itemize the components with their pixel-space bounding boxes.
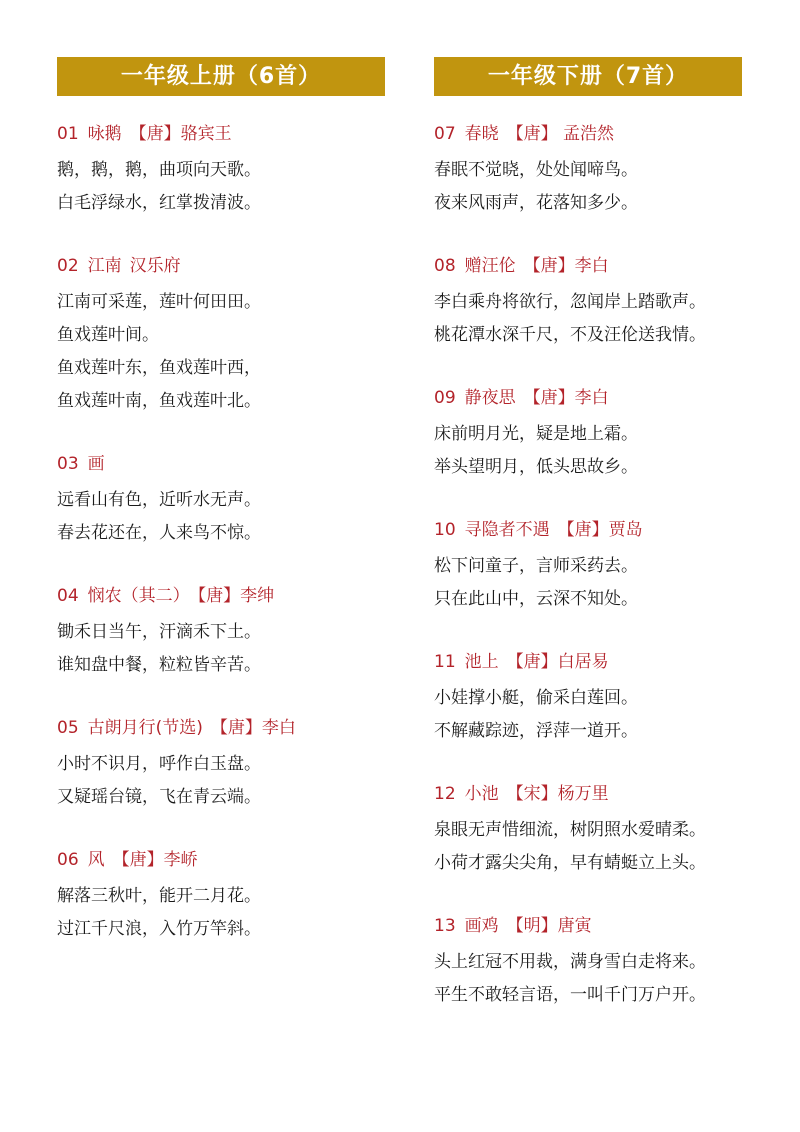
poem-name: 静夜思 xyxy=(464,388,516,408)
poem-number: 10 xyxy=(434,520,456,540)
section-header: 一年级下册（7首） xyxy=(434,57,742,96)
poem xyxy=(57,585,385,682)
poem-line: 小荷才露尖尖角，早有蜻蜓立上头。 xyxy=(434,853,706,873)
poem-number: 04 xyxy=(57,586,79,606)
poem-title xyxy=(434,915,742,937)
poem-line: 平生不敢轻言语，一叫千门万户开。 xyxy=(434,985,706,1005)
poem-title xyxy=(57,453,385,475)
poem-number: 08 xyxy=(434,256,456,276)
poem-name: 风 xyxy=(87,850,105,870)
poem-line: 春眠不觉晓，处处闻啼鸟。 xyxy=(434,160,638,180)
poem xyxy=(434,519,742,616)
poem-line: 白毛浮绿水，红掌拨清波。 xyxy=(57,193,261,213)
poem-name: 悯农（其二） xyxy=(87,586,190,606)
poem-number: 03 xyxy=(57,454,79,474)
poem-number: 02 xyxy=(57,256,79,276)
poem-name: 寻隐者不遇 xyxy=(464,520,550,540)
poem-author: 汉乐府 xyxy=(129,256,181,276)
poem-name: 画 xyxy=(87,454,105,474)
poem-line: 举头望明月，低头思故乡。 xyxy=(434,457,638,477)
poem-line: 不解藏踪迹，浮萍一道开。 xyxy=(434,721,638,741)
poem-line: 解落三秋叶，能开二月花。 xyxy=(57,886,261,906)
poem-line: 头上红冠不用裁，满身雪白走将来。 xyxy=(434,952,706,972)
poem-number: 13 xyxy=(434,916,456,936)
poem xyxy=(434,651,742,748)
poem-line: 李白乘舟将欲行，忽闻岸上踏歌声。 xyxy=(434,292,706,312)
poem-author: 【唐】贾岛 xyxy=(557,520,643,540)
poem-line: 小时不识月，呼作白玉盘。 xyxy=(57,754,261,774)
section-header: 一年级上册（6首） xyxy=(57,57,385,96)
poem-author: 【宋】杨万里 xyxy=(506,784,609,804)
poem xyxy=(434,915,742,1012)
poem-line: 鱼戏莲叶东，鱼戏莲叶西， xyxy=(57,358,261,378)
poem-author: 【唐】李白 xyxy=(523,256,609,276)
poem-author: 【唐】李绅 xyxy=(197,586,275,606)
poem xyxy=(57,453,385,550)
poem-author: 【唐】骆宾王 xyxy=(129,124,232,144)
poem-author: 【唐】 孟浩然 xyxy=(506,124,615,144)
poem-number: 05 xyxy=(57,718,79,738)
poem-author: 【唐】李白 xyxy=(523,388,609,408)
poem-line: 桃花潭水深千尺，不及汪伦送我情。 xyxy=(434,325,706,345)
poem-title xyxy=(434,519,742,541)
poem-line: 远看山有色，近听水无声。 xyxy=(57,490,261,510)
poem-author: 【明】唐寅 xyxy=(506,916,592,936)
poem xyxy=(434,783,742,880)
poem-line: 只在此山中，云深不知处。 xyxy=(434,589,638,609)
poem-line: 床前明月光，疑是地上霜。 xyxy=(434,424,638,444)
poem-title xyxy=(434,123,742,145)
poem-line: 又疑瑶台镜，飞在青云端。 xyxy=(57,787,261,807)
poem-title xyxy=(434,255,742,277)
poem-line: 松下问童子，言师采药去。 xyxy=(434,556,638,576)
poem-number: 11 xyxy=(434,652,456,672)
poem-line: 小娃撑小艇，偷采白莲回。 xyxy=(434,688,638,708)
poem xyxy=(434,255,742,352)
poem-name: 古朗月行(节选) xyxy=(87,718,203,738)
poem-name: 小池 xyxy=(464,784,499,804)
poem-line: 锄禾日当午，汗滴禾下土。 xyxy=(57,622,261,642)
column-grade1-volume1 xyxy=(57,57,385,981)
poem-name: 赠汪伦 xyxy=(464,256,516,276)
poem xyxy=(57,255,385,418)
poem-title xyxy=(57,255,385,277)
poem xyxy=(57,849,385,946)
poem-name: 春晓 xyxy=(464,124,499,144)
poem-line: 鱼戏莲叶间。 xyxy=(57,325,159,345)
poem-number: 12 xyxy=(434,784,456,804)
poem-list xyxy=(57,123,385,946)
poem-title xyxy=(57,585,385,607)
poem-title xyxy=(434,651,742,673)
poem-line: 过江千尺浪，入竹万竿斜。 xyxy=(57,919,261,939)
poem-number: 01 xyxy=(57,124,79,144)
poem-author: 【唐】李白 xyxy=(210,718,296,738)
poem-author: 【唐】白居易 xyxy=(506,652,609,672)
poem-number: 06 xyxy=(57,850,79,870)
poem xyxy=(57,717,385,814)
poem-line: 春去花还在，人来鸟不惊。 xyxy=(57,523,261,543)
poem-title xyxy=(57,849,385,871)
poem-line: 鹅，鹅，鹅，曲项向天歌。 xyxy=(57,160,261,180)
poem xyxy=(434,387,742,484)
poem xyxy=(434,123,742,220)
poem-number: 09 xyxy=(434,388,456,408)
poem-line: 泉眼无声惜细流，树阴照水爱晴柔。 xyxy=(434,820,706,840)
poem-author: 【唐】李峤 xyxy=(112,850,198,870)
poem-title xyxy=(434,387,742,409)
poem-title xyxy=(57,717,385,739)
poem-name: 画鸡 xyxy=(464,916,499,936)
poem-name: 池上 xyxy=(464,652,499,672)
column-grade1-volume2 xyxy=(434,57,742,1047)
poem-name: 咏鹅 xyxy=(87,124,122,144)
poem-line: 江南可采莲，莲叶何田田。 xyxy=(57,292,261,312)
poem-line: 鱼戏莲叶南，鱼戏莲叶北。 xyxy=(57,391,261,411)
poem-line: 谁知盘中餐，粒粒皆辛苦。 xyxy=(57,655,261,675)
poem-number: 07 xyxy=(434,124,456,144)
poem-name: 江南 xyxy=(87,256,122,276)
poem xyxy=(57,123,385,220)
poem-list xyxy=(434,123,742,1012)
poem-title xyxy=(57,123,385,145)
poem-title xyxy=(434,783,742,805)
poem-line: 夜来风雨声，花落知多少。 xyxy=(434,193,638,213)
